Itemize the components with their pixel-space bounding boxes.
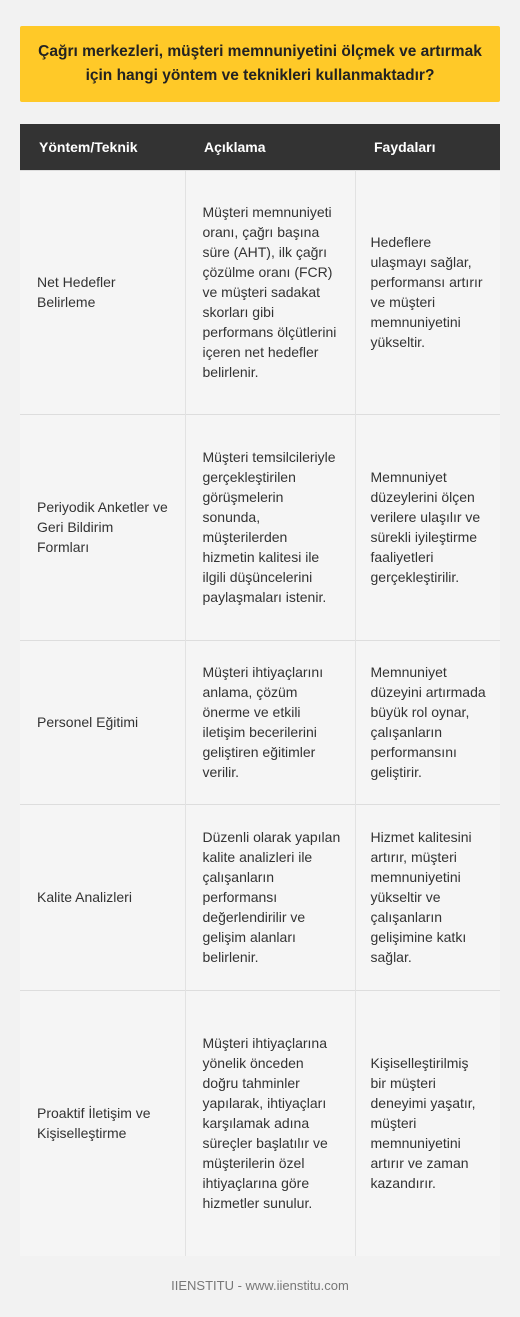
table-row — [20, 804, 500, 990]
table-row — [20, 170, 500, 414]
cell-benefits: Hizmet kalitesini artırır, müşteri memnuniyetini yükseltir ve çalışanların gelişimine katkı sağlar. — [355, 804, 500, 990]
methods-table — [20, 124, 500, 1256]
header-benefits: Faydaları — [355, 124, 500, 170]
cell-method: Net Hedefler Belirleme — [20, 170, 185, 414]
cell-description: Düzenli olarak yapılan kalite analizleri ile çalışanların performansı değerlendirilir ve gelişim alanları belirlenir. — [185, 804, 355, 990]
cell-benefits: Memnuniyet düzeyini artırmada büyük rol oynar, çalışanların performansını geliştirir. — [355, 640, 500, 804]
page-title: Çağrı merkezleri, müşteri memnuniyetini ölçmek ve artırmak için hangi yöntem ve teknikleri kullanmaktadır? — [38, 43, 482, 84]
table-header-row — [20, 124, 500, 170]
title-banner — [20, 26, 500, 102]
cell-method: Periyodik Anketler ve Geri Bildirim Formları — [20, 414, 185, 640]
footer-credit: IIENSTITU - www.iienstitu.com — [171, 1278, 349, 1293]
cell-description: Müşteri memnuniyeti oranı, çağrı başına süre (AHT), ilk çağrı çözülme oranı (FCR) ve müşteri sadakat skorları gibi performans ölçütlerini içeren net hedefler belirlenir. — [185, 170, 355, 414]
cell-benefits: Hedeflere ulaşmayı sağlar, performansı artırır ve müşteri memnuniyetini yükseltir. — [355, 170, 500, 414]
cell-method: Personel Eğitimi — [20, 640, 185, 804]
table-row — [20, 990, 500, 1256]
cell-description: Müşteri ihtiyaçlarına yönelik önceden doğru tahminler yapılarak, ihtiyaçları karşılamak adına süreçler başlatılır ve müşterilerin özel ihtiyaçlarına göre hizmetler sunulur. — [185, 990, 355, 1256]
cell-method: Kalite Analizleri — [20, 804, 185, 990]
header-description: Açıklama — [185, 124, 355, 170]
table-row — [20, 414, 500, 640]
header-method: Yöntem/Teknik — [20, 124, 185, 170]
cell-benefits: Kişiselleştirilmiş bir müşteri deneyimi yaşatır, müşteri memnuniyetini artırır ve zaman kazandırır. — [355, 990, 500, 1256]
cell-description: Müşteri temsilcileriyle gerçekleştirilen görüşmelerin sonunda, müşterilerden hizmetin kalitesi ile ilgili düşüncelerini paylaşmaları istenir. — [185, 414, 355, 640]
cell-benefits: Memnuniyet düzeylerini ölçen verilere ulaşılır ve sürekli iyileştirme faaliyetleri gerçekleştirilir. — [355, 414, 500, 640]
cell-method: Proaktif İletişim ve Kişiselleştirme — [20, 990, 185, 1256]
table-row — [20, 640, 500, 804]
cell-description: Müşteri ihtiyaçlarını anlama, çözüm önerme ve etkili iletişim becerilerini geliştiren eğitimler verilir. — [185, 640, 355, 804]
